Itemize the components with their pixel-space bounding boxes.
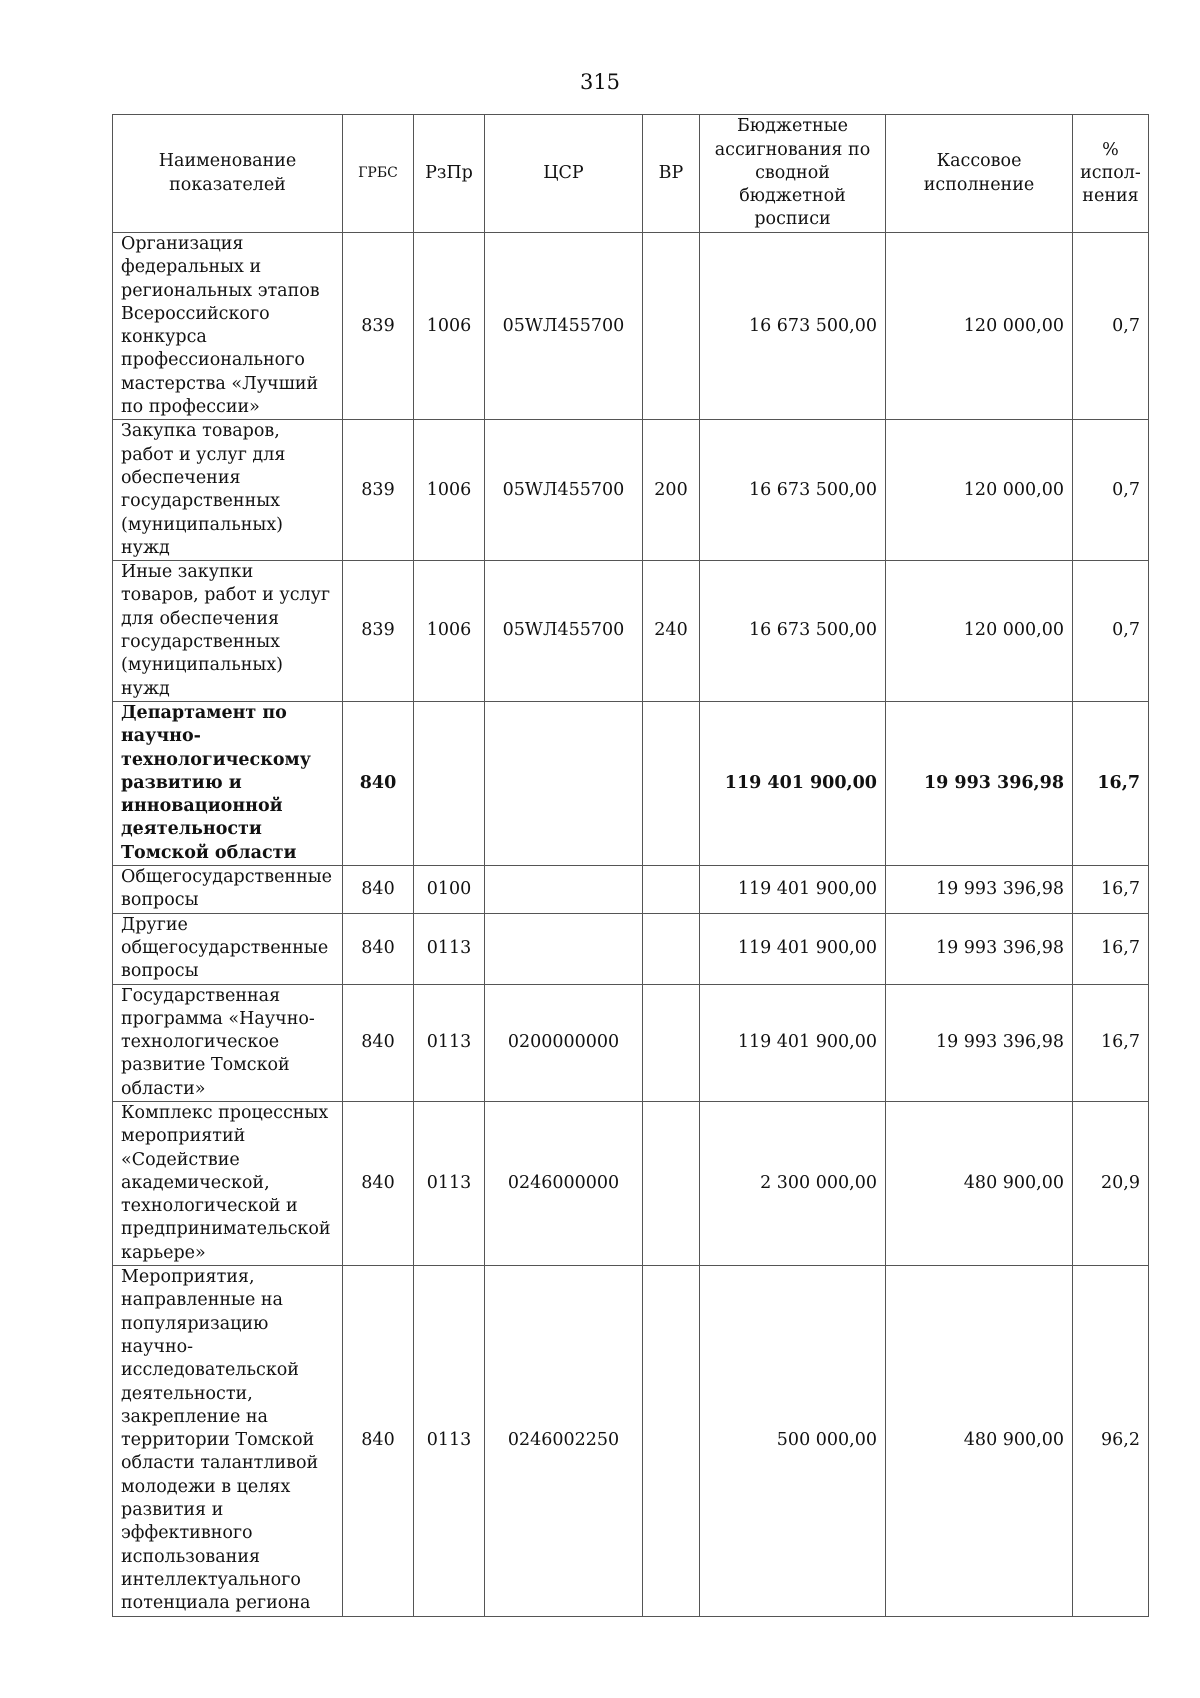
header-allocations: Бюджетные ассигнования по сводной бюджетной росписи <box>700 115 886 233</box>
cell-csr <box>485 866 643 914</box>
cell-grbs: 839 <box>343 233 414 420</box>
cell-csr: 0246002250 <box>485 1266 643 1616</box>
cell-rzpr: 1006 <box>414 233 485 420</box>
cell-allocations: 119 401 900,00 <box>700 913 886 984</box>
cell-rzpr: 1006 <box>414 420 485 561</box>
cell-name: Закупка товаров, работ и услуг для обеспечения государственных (муниципальных) нужд <box>113 420 343 561</box>
cell-name: Департамент по научно-технологическому развитию и инновационной деятельности Томской области <box>113 701 343 865</box>
cell-percent: 16,7 <box>1073 913 1149 984</box>
cell-rzpr: 0113 <box>414 1266 485 1616</box>
table-row <box>113 233 1149 420</box>
cell-name: Общегосударственные вопросы <box>113 866 343 914</box>
cell-name: Организация федеральных и региональных этапов Всероссийского конкурса профессионального мастерства «Лучший по профессии» <box>113 233 343 420</box>
cell-grbs: 840 <box>343 1266 414 1616</box>
page-number: 315 <box>579 70 621 94</box>
cell-cash: 120 000,00 <box>886 233 1073 420</box>
table-header-row <box>113 115 1149 233</box>
cell-csr <box>485 913 643 984</box>
cell-vr <box>643 866 700 914</box>
cell-allocations: 119 401 900,00 <box>700 866 886 914</box>
cell-percent: 20,9 <box>1073 1101 1149 1265</box>
cell-cash: 480 900,00 <box>886 1101 1073 1265</box>
cell-allocations: 16 673 500,00 <box>700 420 886 561</box>
cell-percent: 0,7 <box>1073 561 1149 702</box>
cell-name: Другие общегосударственные вопросы <box>113 913 343 984</box>
cell-csr: 05WЛ455700 <box>485 233 643 420</box>
cell-vr <box>643 984 700 1101</box>
cell-grbs: 839 <box>343 420 414 561</box>
table-row <box>113 561 1149 702</box>
cell-name: Иные закупки товаров, работ и услуг для обеспечения государственных (муниципальных) нужд <box>113 561 343 702</box>
cell-allocations: 119 401 900,00 <box>700 984 886 1101</box>
cell-cash: 120 000,00 <box>886 561 1073 702</box>
cell-grbs: 840 <box>343 913 414 984</box>
cell-rzpr: 0113 <box>414 913 485 984</box>
cell-vr <box>643 233 700 420</box>
cell-cash: 480 900,00 <box>886 1266 1073 1616</box>
cell-allocations: 500 000,00 <box>700 1266 886 1616</box>
cell-cash: 19 993 396,98 <box>886 866 1073 914</box>
cell-cash: 19 993 396,98 <box>886 701 1073 865</box>
header-percent: % испол-нения <box>1073 115 1149 233</box>
table-row <box>113 1266 1149 1616</box>
cell-percent: 0,7 <box>1073 420 1149 561</box>
cell-grbs: 840 <box>343 866 414 914</box>
table-row <box>113 701 1149 865</box>
cell-percent: 16,7 <box>1073 984 1149 1101</box>
cell-grbs: 840 <box>343 984 414 1101</box>
cell-percent: 96,2 <box>1073 1266 1149 1616</box>
cell-cash: 19 993 396,98 <box>886 913 1073 984</box>
table-body <box>113 233 1149 1617</box>
cell-rzpr: 0100 <box>414 866 485 914</box>
cell-vr: 200 <box>643 420 700 561</box>
cell-name: Мероприятия, направленные на популяризацию научно-исследовательской деятельности, закрепление на территории Томской области талантливой молодежи в целях развития и эффективного использования интеллектуального потенциала региона <box>113 1266 343 1616</box>
cell-vr <box>643 701 700 865</box>
table-row <box>113 984 1149 1101</box>
cell-name: Государственная программа «Научно-технологическое развитие Томской области» <box>113 984 343 1101</box>
header-name: Наименование показателей <box>113 115 343 233</box>
cell-cash: 120 000,00 <box>886 420 1073 561</box>
cell-allocations: 16 673 500,00 <box>700 233 886 420</box>
cell-percent: 16,7 <box>1073 866 1149 914</box>
header-csr: ЦСР <box>485 115 643 233</box>
cell-rzpr: 1006 <box>414 561 485 702</box>
table-row <box>113 1101 1149 1265</box>
cell-grbs: 840 <box>343 701 414 865</box>
cell-allocations: 16 673 500,00 <box>700 561 886 702</box>
cell-grbs: 840 <box>343 1101 414 1265</box>
cell-csr <box>485 701 643 865</box>
header-grbs: ГРБС <box>343 115 414 233</box>
cell-name: Комплекс процессных мероприятий «Содействие академической, технологической и предпринимательской карьере» <box>113 1101 343 1265</box>
cell-percent: 0,7 <box>1073 233 1149 420</box>
cell-csr: 0200000000 <box>485 984 643 1101</box>
cell-vr: 240 <box>643 561 700 702</box>
cell-vr <box>643 1266 700 1616</box>
cell-csr: 05WЛ455700 <box>485 561 643 702</box>
cell-csr: 0246000000 <box>485 1101 643 1265</box>
cell-rzpr: 0113 <box>414 1101 485 1265</box>
cell-grbs: 839 <box>343 561 414 702</box>
cell-vr <box>643 913 700 984</box>
cell-allocations: 119 401 900,00 <box>700 701 886 865</box>
budget-table <box>112 114 1149 1617</box>
cell-percent: 16,7 <box>1073 701 1149 865</box>
header-vr: ВР <box>643 115 700 233</box>
cell-rzpr: 0113 <box>414 984 485 1101</box>
cell-csr: 05WЛ455700 <box>485 420 643 561</box>
header-cash: Кассовое исполнение <box>886 115 1073 233</box>
header-rzpr: РзПр <box>414 115 485 233</box>
cell-cash: 19 993 396,98 <box>886 984 1073 1101</box>
cell-allocations: 2 300 000,00 <box>700 1101 886 1265</box>
table-row <box>113 420 1149 561</box>
table-row <box>113 866 1149 914</box>
cell-rzpr <box>414 701 485 865</box>
cell-vr <box>643 1101 700 1265</box>
table-row <box>113 913 1149 984</box>
